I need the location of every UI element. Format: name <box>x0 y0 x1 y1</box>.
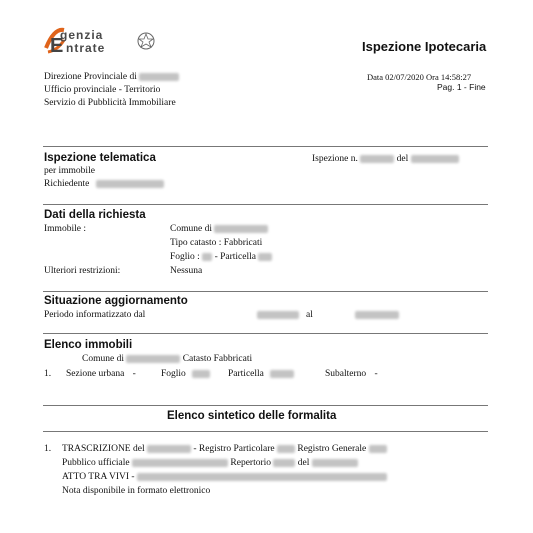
repertorio-del-label: del <box>297 458 310 468</box>
summary-row-number: 1. <box>44 444 52 454</box>
property-foglio <box>161 369 210 379</box>
redacted-reg-particolare <box>277 445 295 453</box>
redacted-act-type <box>137 473 387 481</box>
redacted-repertorio-date <box>312 459 358 467</box>
period-label: Periodo informatizzato dal <box>44 310 146 320</box>
property-urban-section <box>66 369 136 379</box>
redacted-period-end <box>355 311 399 319</box>
divider-2 <box>43 204 488 205</box>
office-direzione-label: Direzione Provinciale di <box>44 72 137 82</box>
catasto-type: Tipo catasto : Fabbricati <box>170 238 263 248</box>
restrictions-label: Ulteriori restrizioni: <box>44 266 121 276</box>
divider-5 <box>43 405 488 406</box>
properties-comune-label: Comune di <box>82 354 124 364</box>
subalterno-label: Subalterno <box>325 369 367 379</box>
redacted-inspection-date <box>411 155 459 163</box>
urban-section-label: Sezione urbana <box>66 369 125 379</box>
redacted-property-foglio <box>192 370 210 378</box>
foglio-label: Foglio : <box>170 252 200 262</box>
summary-note: Nota disponibile in formato elettronico <box>62 486 211 496</box>
comune-line <box>170 224 268 234</box>
divider-4 <box>43 333 488 334</box>
inspection-number <box>312 154 459 164</box>
divider-3 <box>43 291 488 292</box>
date-time: Data 02/07/2020 Ora 14:58:27 <box>367 72 472 82</box>
redacted-property-particella <box>270 370 294 378</box>
property-label: Immobile : <box>44 224 86 234</box>
act-label: ATTO TRA VIVI - <box>62 472 135 482</box>
transcription-label: TRASCRIZIONE del <box>62 444 145 454</box>
properties-catasto-label: Catasto Fabbricati <box>182 354 253 364</box>
divider-1 <box>43 146 488 147</box>
foglio-line <box>170 252 272 262</box>
office-line-3: Servizio di Pubblicità Immobiliare <box>44 98 176 108</box>
redacted-repertorio <box>273 459 295 467</box>
office-line-2: Ufficio provinciale - Territorio <box>44 85 161 95</box>
properties-comune-line <box>82 354 252 364</box>
redacted-particella <box>258 253 272 261</box>
requester-line <box>44 179 164 189</box>
divider-6 <box>43 431 488 432</box>
summary-act-line <box>62 472 387 482</box>
redacted-transcription-date <box>147 445 191 453</box>
property-subalterno <box>325 369 378 379</box>
reg-particolare-label: - Registro Particolare <box>193 444 275 454</box>
redacted-comune <box>214 225 268 233</box>
inspection-for: per immobile <box>44 166 95 176</box>
summary-officer-line <box>62 458 358 468</box>
inspection-title: Ispezione telematica <box>44 152 156 164</box>
inspection-number-label: Ispezione n. <box>312 154 358 164</box>
page-indicator: Pag. 1 - Fine <box>437 82 486 92</box>
republic-emblem-icon <box>136 30 156 52</box>
update-title: Situazione aggiornamento <box>44 295 188 307</box>
logo-line-1: genzia <box>60 28 104 42</box>
request-title: Dati della richiesta <box>44 209 146 221</box>
subalterno-value: - <box>374 369 378 379</box>
property-row-number: 1. <box>44 369 52 379</box>
office-line-1 <box>44 72 179 82</box>
document-title: Ispezione Ipotecaria <box>362 39 487 54</box>
property-foglio-label: Foglio <box>161 369 186 379</box>
redacted-foglio <box>202 253 212 261</box>
summary-title: Elenco sintetico delle formalita <box>167 410 337 422</box>
reg-generale-label: Registro Generale <box>297 444 367 454</box>
property-particella-label: Particella <box>228 369 264 379</box>
redacted-province <box>139 73 179 81</box>
redacted-period-start <box>257 311 299 319</box>
agenzia-entrate-logo <box>44 26 159 58</box>
redacted-reg-generale <box>369 445 387 453</box>
requester-label: Richiedente <box>44 179 90 189</box>
logo-line-2: ntrate <box>66 41 106 55</box>
period-to-label: al <box>306 310 313 320</box>
restrictions-value: Nessuna <box>170 266 203 276</box>
redacted-inspection-number <box>360 155 394 163</box>
public-officer-label: Pubblico ufficiale <box>62 458 130 468</box>
redacted-public-officer <box>132 459 228 467</box>
redacted-properties-comune <box>126 355 180 363</box>
urban-section-value: - <box>132 369 136 379</box>
inspection-del-label: del <box>396 154 409 164</box>
particella-label: - Particella <box>214 252 256 262</box>
redacted-requester <box>96 180 164 188</box>
summary-transcription-line <box>62 444 387 454</box>
comune-label: Comune di <box>170 224 212 234</box>
repertorio-label: Repertorio <box>230 458 272 468</box>
properties-title: Elenco immobili <box>44 339 133 351</box>
property-particella <box>228 369 294 379</box>
svg-text:E: E <box>50 35 64 56</box>
